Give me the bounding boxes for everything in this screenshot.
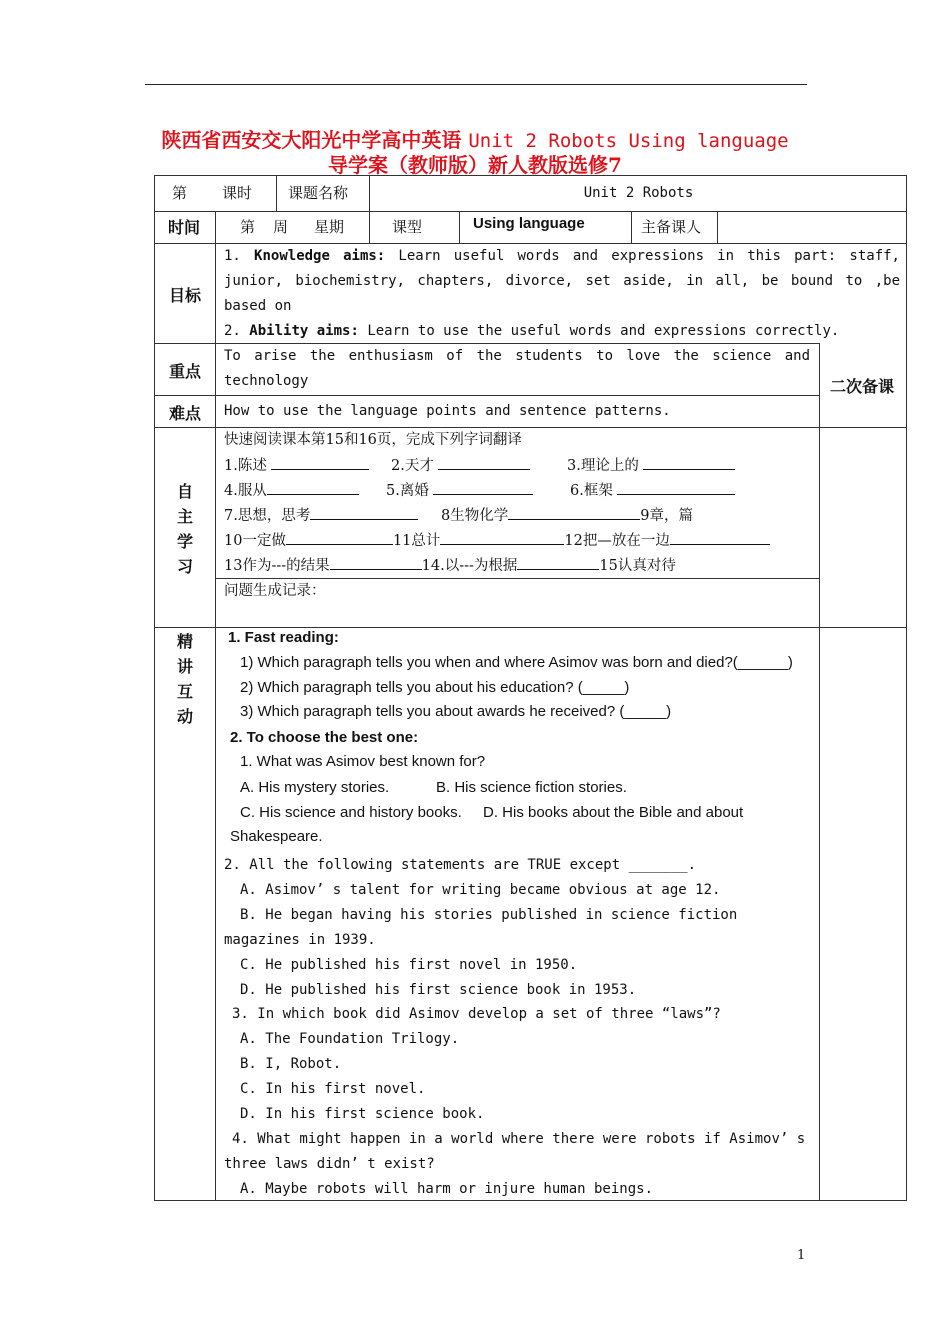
question-4: 4. What might happen in a world where there were robots if Asimov’ s (232, 1131, 806, 1147)
self-study-char: 学 (176, 532, 193, 551)
aims-number-2: 2. (224, 323, 241, 339)
header-rule (145, 84, 807, 85)
title-english: Unit 2 Robots Using language (468, 130, 789, 152)
difficulty-label: 难点 (168, 404, 201, 423)
difficulty-text: How to use the language points and sentence patterns. (224, 403, 671, 419)
interaction-char: 讲 (176, 657, 193, 676)
topic-name-label: 课题名称 (288, 184, 349, 202)
title-chinese: 陕西省西安交大阳光中学高中英语 (161, 128, 462, 152)
interaction-char: 动 (176, 707, 193, 726)
self-study-char: 习 (176, 557, 193, 576)
column-divider (459, 211, 460, 243)
question-1: 1. What was Asimov best known for? (240, 753, 486, 770)
fast-reading-question: 1) Which paragraph tells you when and where Asimov was born and died?(______) (240, 654, 793, 671)
self-study-char: 主 (176, 507, 193, 526)
choose-best-heading: 2. To choose the best one: (230, 729, 419, 746)
document-title-line2: 导学案（教师版）新人教版选修7 (328, 153, 622, 177)
vocab-item: 10一定做 11总计 12把—放在一边 (224, 528, 770, 554)
week-label: 周 (273, 218, 289, 236)
question-2-option-d: D. He published his first science book in 1953. (240, 982, 637, 998)
lesson-type-value: Using language (473, 215, 585, 232)
interaction-char: 精 (176, 632, 193, 651)
question-record-label: 问题生成记录： (224, 583, 326, 599)
key-point-label: 重点 (168, 362, 201, 381)
question-1-option-d-cont: Shakespeare. (230, 828, 323, 845)
question-2-option-c: C. He published his first novel in 1950. (240, 957, 578, 973)
column-divider (276, 175, 277, 211)
fast-reading-heading: 1. Fast reading: (228, 629, 339, 646)
week-prefix: 第 (240, 218, 256, 236)
class-hour-label: 课时 (222, 184, 253, 202)
aims-line-1 (224, 244, 900, 269)
row-divider (154, 395, 819, 396)
knowledge-aims-label: Knowledge aims: (254, 248, 386, 264)
page-number: 1 (797, 1248, 806, 1263)
question-1-option-d: D. His books about the Bible and about (483, 804, 744, 821)
question-3-option-d: D. In his first science book. (240, 1106, 485, 1122)
question-4-cont: three laws didn’ t exist? (224, 1156, 435, 1172)
weekday-label: 星期 (314, 218, 345, 236)
question-1-option-c: C. His science and history books. (240, 804, 462, 821)
topic-name-value: Unit 2 Robots (583, 185, 694, 201)
interaction-label (154, 629, 216, 729)
aims-line-2: junior, biochemistry, chapters, divorce, set aside, in all, be bound to ,be (224, 273, 900, 289)
interaction-char: 互 (176, 682, 193, 701)
aims-label: 目标 (168, 286, 201, 305)
aims-number-1: 1. (224, 248, 241, 264)
knowledge-aims-text: Learn useful words and expressions in this part: staff, (398, 248, 900, 264)
aims-line-4 (224, 319, 839, 344)
question-3-option-a: A. The Foundation Trilogy. (240, 1031, 460, 1047)
question-2-option-a: A. Asimov’ s talent for writing became obvious at age 12. (240, 882, 721, 898)
fast-reading-question: 2) Which paragraph tells you about his education? (_____) (240, 679, 630, 696)
self-study-intro: 快速阅读课本第15和16页，完成下列字词翻译 (224, 432, 522, 448)
vocab-item: 2.天才 (391, 453, 530, 479)
question-2: 2. All the following statements are TRUE except _______. (224, 857, 697, 873)
self-study-label (154, 479, 216, 579)
ability-aims-text: Learn to use the useful words and expressions correctly. (367, 323, 840, 339)
second-preparation-label: 二次备课 (830, 377, 895, 396)
question-2-option-b-cont: magazines in 1939. (224, 932, 376, 948)
question-1-option-b: B. His science fiction stories. (436, 779, 627, 796)
vocab-item: 13作为---的结果 14.以---为根据 15认真对待 (224, 553, 676, 579)
key-point-line-2: technology (224, 373, 309, 389)
ability-aims-label: Ability aims: (249, 323, 359, 339)
time-label: 时间 (168, 218, 201, 237)
question-3-option-b: B. I, Robot. (240, 1056, 342, 1072)
column-divider (717, 211, 718, 243)
question-1-option-a: A. His mystery stories. (240, 779, 390, 796)
vocab-item: 8生物化学 9章，篇 (441, 503, 693, 529)
key-point-line-1: To arise the enthusiasm of the students to love the science and (224, 348, 810, 364)
question-3: 3. In which book did Asimov develop a set of three “laws”? (232, 1006, 721, 1022)
question-4-option-a: A. Maybe robots will harm or injure human beings. (240, 1181, 654, 1197)
vocab-item: 7.思想，思考 (224, 503, 418, 529)
question-3-option-c: C. In his first novel. (240, 1081, 426, 1097)
vocab-item: 1.陈述 (224, 453, 369, 479)
vocab-item: 3.理论上的 (567, 453, 735, 479)
vocab-item: 4.服从 (224, 478, 359, 504)
fast-reading-question: 3) Which paragraph tells you about awards he received? (_____) (240, 703, 672, 720)
vocab-item: 5.离婚 (386, 478, 533, 504)
column-divider (819, 343, 820, 1201)
column-divider (631, 211, 632, 243)
self-study-char: 自 (176, 482, 193, 501)
aims-line-3: based on (224, 298, 292, 314)
lesson-number-label: 第 (172, 184, 188, 202)
lead-teacher-label: 主备课人 (641, 218, 702, 236)
vocab-item: 6.框架 (570, 478, 735, 504)
lesson-type-label: 课型 (392, 218, 423, 236)
question-2-option-b: B. He began having his stories published in science fiction (240, 907, 738, 923)
